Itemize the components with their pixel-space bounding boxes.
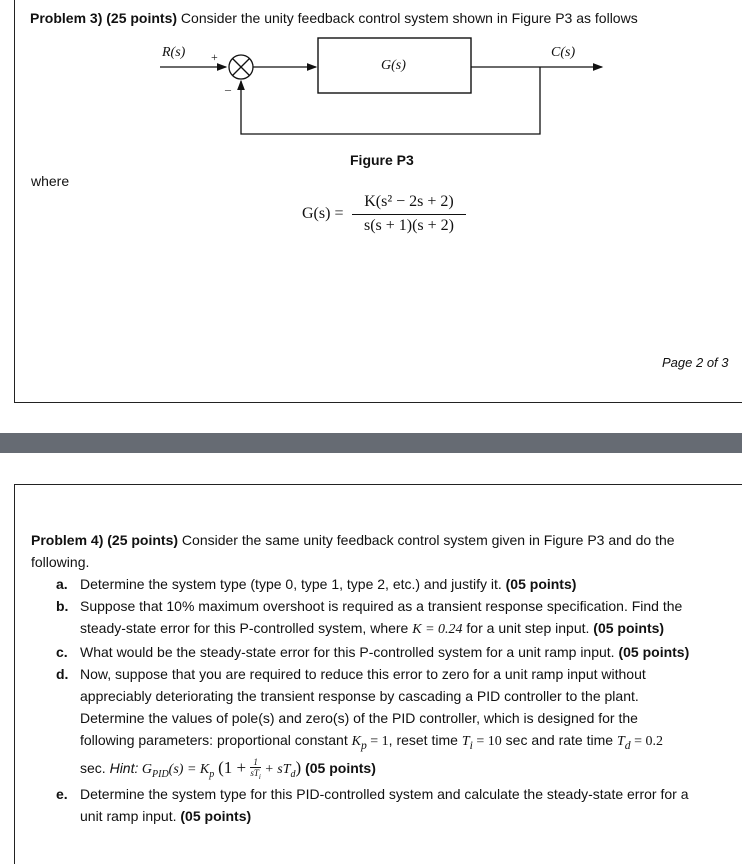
- pid-formula-mid: (s) = K: [168, 761, 210, 777]
- part-d-line4-b: , reset time: [388, 732, 462, 748]
- input-label: R(s): [162, 45, 186, 60]
- td-symbol: T: [616, 734, 625, 749]
- block-label: G(s): [381, 58, 406, 73]
- part-e-line2: unit ramp input.: [80, 807, 181, 824]
- problem4-intro-cont: following.: [31, 554, 90, 570]
- ti-value: = 10: [472, 734, 502, 749]
- pid-formula-close: ): [295, 757, 302, 777]
- part-b-line2: steady-state error for this P-controlled system, where: [80, 620, 413, 636]
- part-c-points: (05 points): [618, 644, 690, 660]
- ti-symbol: T: [461, 734, 470, 749]
- tf-denominator: s(s + 1)(s + 2): [363, 217, 455, 234]
- minus-sign: –: [225, 82, 231, 96]
- td-value: = 0.2: [630, 734, 663, 749]
- td-subscript: d: [624, 738, 631, 752]
- part-b-points: (05 points): [593, 620, 665, 636]
- pid-td-subscript: d: [290, 768, 296, 780]
- tf-numerator: K(s² − 2s + 2): [364, 193, 454, 210]
- feedback-path: [241, 67, 540, 134]
- part-b-label: b.: [56, 598, 69, 614]
- figure-caption: Figure P3: [350, 152, 414, 168]
- problem4-statement: [31, 531, 675, 549]
- part-c-label: c.: [56, 644, 68, 660]
- part-d-line4: following parameters: proportional constant: [80, 732, 352, 748]
- tf-lhs: G(s) =: [302, 205, 344, 222]
- part-b-k-value: K = 0.24: [412, 622, 463, 637]
- problem3-heading: Problem 3) (25 points): [30, 10, 178, 26]
- where-text: where: [31, 173, 70, 189]
- output-label: C(s): [551, 45, 576, 60]
- part-d-line1: Now, suppose that you are required to reduce this error to zero for a unit ramp input without: [80, 666, 646, 682]
- part-e: [48, 783, 738, 827]
- part-d-line5: [80, 757, 376, 783]
- part-a-points: (05 points): [505, 576, 577, 592]
- pid-formula-plus: + sT: [260, 761, 291, 777]
- problem4-parts: [48, 573, 738, 827]
- pid-subscript: PID: [152, 768, 169, 780]
- problem3-intro: Consider the unity feedback control system shown in Figure P3 as follows: [177, 10, 638, 26]
- kp-subscript: p: [360, 738, 367, 752]
- part-b-line2-post: for a unit step input.: [462, 620, 594, 636]
- problem4-intro: Consider the same unity feedback control system given in Figure P3 and do the: [178, 532, 675, 548]
- tf-fraction-bar: [352, 214, 466, 215]
- part-e-label: e.: [56, 785, 68, 802]
- part-a-label: a.: [56, 576, 68, 592]
- part-d: [48, 663, 738, 783]
- part-c: [48, 641, 738, 663]
- pid-frac-num: 1: [250, 757, 260, 768]
- kp-value: = 1: [366, 734, 389, 749]
- pid-frac-den-sub: i: [258, 772, 261, 781]
- part-d-points: (05 points): [305, 759, 376, 776]
- part-d-line5-sec: sec.: [80, 759, 110, 776]
- summing-junction: [229, 55, 253, 79]
- part-d-line3: Determine the values of pole(s) and zero(s) of the PID controller, which is designed for the: [80, 710, 638, 726]
- part-b-line1: Suppose that 10% maximum overshoot is required as a transient response specification. Find the: [80, 598, 683, 614]
- part-d-label: d.: [56, 666, 69, 682]
- part-c-text: What would be the steady-state error for this P-controlled system for a unit ramp input.: [80, 644, 619, 660]
- part-d-line2: appreciably deteriorating the transient response by cascading a PID controller to the plant.: [80, 688, 639, 704]
- pid-frac-den: sT: [250, 767, 259, 778]
- pid-kp-subscript: p: [209, 768, 215, 780]
- page-number: Page 2 of 3: [662, 355, 729, 370]
- ti-subscript: i: [469, 738, 473, 752]
- problem4-heading: Problem 4) (25 points): [31, 532, 179, 548]
- part-e-points: (05 points): [180, 807, 252, 824]
- part-a: [48, 573, 738, 595]
- page-separator: [0, 433, 742, 453]
- part-b: [48, 595, 738, 641]
- block-diagram: [0, 0, 742, 160]
- plus-sign: +: [211, 50, 218, 64]
- pid-formula-g: G: [138, 761, 152, 777]
- hint-label: Hint:: [109, 759, 139, 776]
- kp-symbol: K: [351, 734, 361, 749]
- part-d-line4-c: sec and rate time: [501, 732, 617, 748]
- part-a-text: Determine the system type (type 0, type 1, type 2, etc.) and justify it.: [80, 576, 506, 592]
- part-e-line1: Determine the system type for this PID-controlled system and calculate the steady-state error for a: [80, 785, 689, 802]
- pid-fraction: [250, 757, 260, 782]
- pid-formula-open: (1 +: [218, 757, 251, 777]
